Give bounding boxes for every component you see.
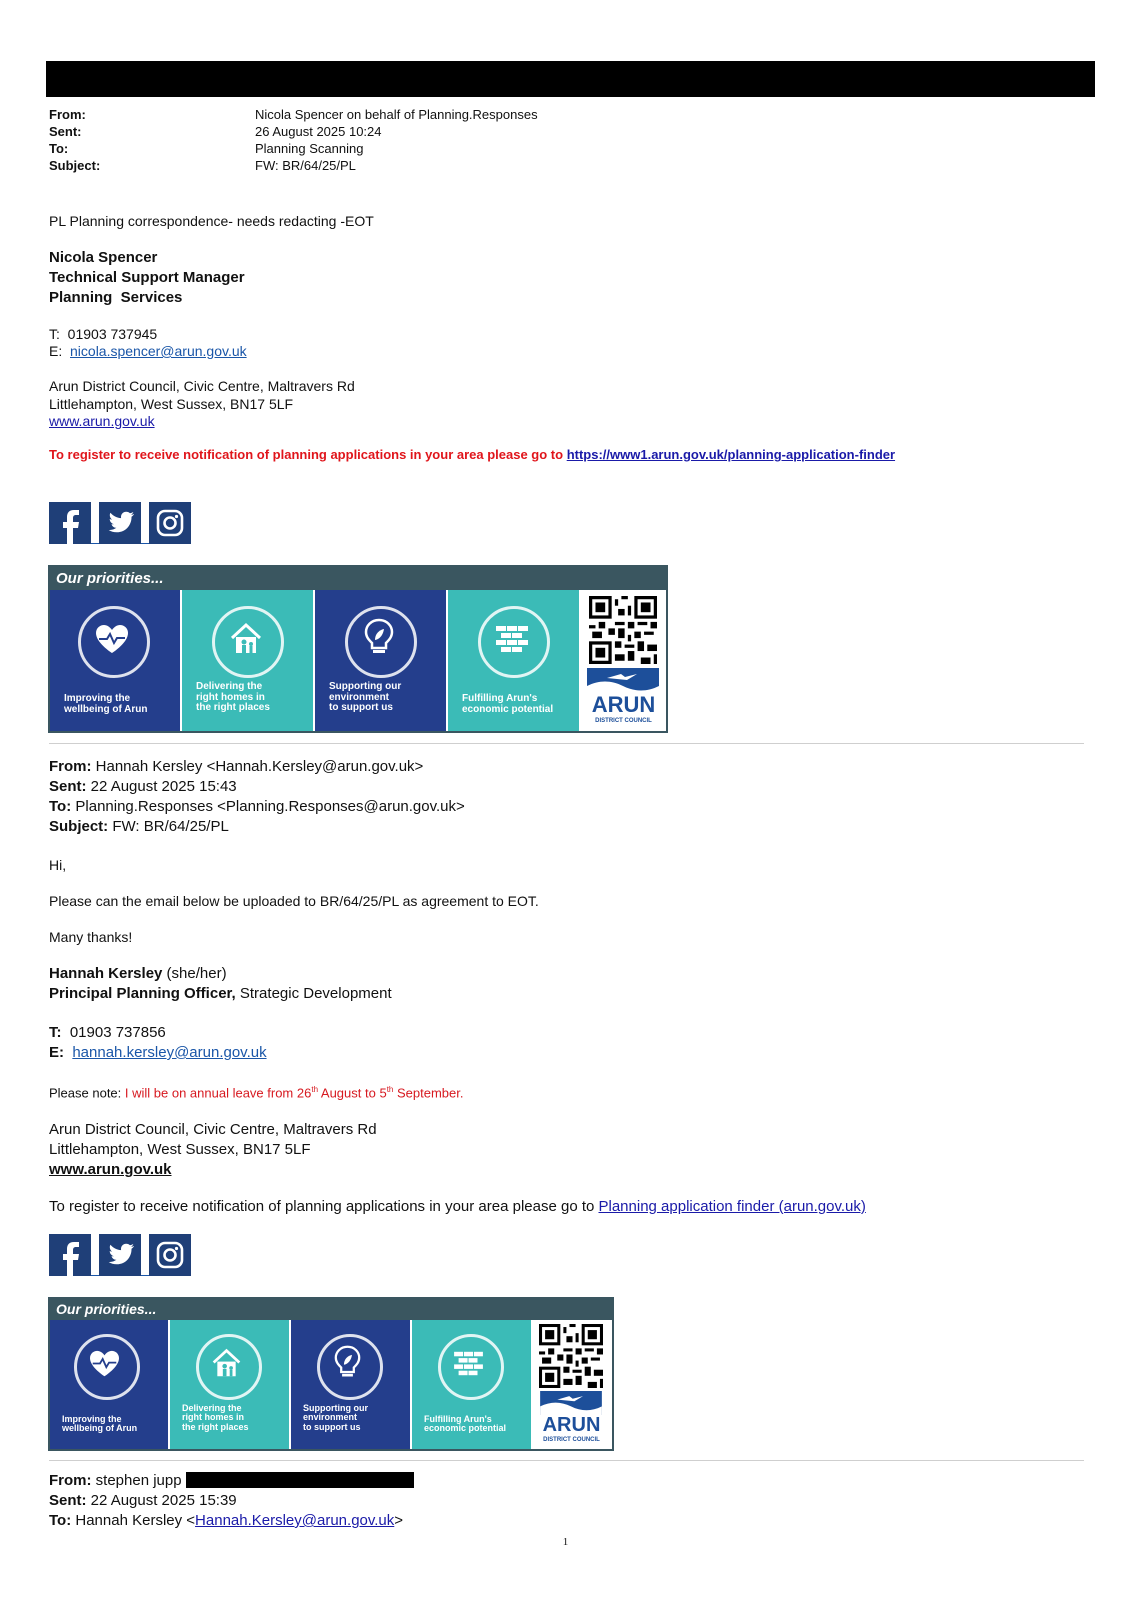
email2-body: Please can the email below be uploaded to BR/64/25/PL as agreement to EOT. <box>49 893 539 909</box>
house-family-icon <box>210 1346 243 1379</box>
priorities-banner-2 <box>48 1297 614 1451</box>
subject-label: Subject: <box>49 818 109 835</box>
email1-register-link[interactable]: https://www1.arun.gov.uk/planning-application-finder <box>566 447 896 462</box>
tile-economy <box>446 590 579 731</box>
tile-caption-line: Supporting our <box>329 681 402 692</box>
email-label: E: <box>49 1044 64 1061</box>
from-value: Hannah Kersley <Hannah.Kersley@arun.gov.uk> <box>91 758 424 775</box>
tile-caption-line: environment <box>329 691 390 703</box>
sig-pronouns: (she/her) <box>162 965 227 982</box>
sent-label: Sent: <box>49 778 87 795</box>
email1-body-line: PL Planning correspondence- needs redacting -EOT <box>49 213 374 229</box>
tile-caption-line: the right places <box>182 1421 249 1432</box>
note-text: I will be on annual leave from 26 <box>124 1085 312 1101</box>
email2-email-row <box>49 1043 267 1062</box>
tile-caption-line: economic potential <box>462 703 554 715</box>
email3-to-link[interactable]: Hannah.Kersley@arun.gov.uk <box>195 1512 395 1529</box>
subject-value: FW: BR/64/25/PL <box>108 818 229 835</box>
brick-wall-icon <box>494 624 530 654</box>
email2-thanks: Many thanks! <box>49 929 133 945</box>
tile-wellbeing <box>50 1320 168 1449</box>
tile-caption-line: Delivering the <box>196 681 263 692</box>
tile-caption-line: right homes in <box>196 691 265 703</box>
tile-homes <box>180 590 313 731</box>
email1-sig-dept: Planning Services <box>49 289 183 306</box>
separator <box>49 743 1084 744</box>
tile-environment <box>313 590 446 731</box>
arun-wave-logo-icon <box>538 1391 604 1415</box>
from-label: From: <box>49 758 92 775</box>
email2-leave-note <box>49 1081 463 1101</box>
sig-name: Hannah Kersley <box>49 965 163 982</box>
email1-phone: T: 01903 737945 <box>49 326 158 342</box>
heart-icon <box>94 623 130 655</box>
sig-title: Principal Planning Officer, <box>49 985 236 1002</box>
tile-caption-line: Improving the <box>62 1414 122 1424</box>
sent-value: 22 August 2025 15:43 <box>86 778 237 795</box>
tile-caption-line: the right places <box>196 702 270 713</box>
tile-caption-line: to support us <box>303 1421 361 1432</box>
phone-label: T: <box>49 1024 62 1041</box>
email1-address-2: Littlehampton, West Sussex, BN17 5LF <box>49 396 294 412</box>
to-value: Hannah Kersley < <box>71 1512 196 1529</box>
note-text: August to 5 <box>318 1085 387 1101</box>
to-label: To: <box>49 1512 72 1529</box>
to-value: Planning.Responses <Planning.Responses@arun.gov.uk> <box>71 798 465 815</box>
email2-website-link[interactable]: www.arun.gov.uk <box>49 1161 172 1178</box>
lightbulb-leaf-icon <box>363 618 395 658</box>
register-text: To register to receive notification of planning applications in your area please go to <box>49 447 567 462</box>
social-icons-1 <box>49 502 191 544</box>
instagram-icon[interactable] <box>149 502 191 544</box>
email1-website-link[interactable]: www.arun.gov.uk <box>49 413 155 429</box>
sent-value: 26 August 2025 10:24 <box>255 124 382 139</box>
tile-caption-line: wellbeing of Arun <box>64 703 148 715</box>
heart-icon <box>88 1349 121 1378</box>
email2-address-1: Arun District Council, Civic Centre, Maltravers Rd <box>49 1121 377 1138</box>
tile-caption-line: wellbeing of Arun <box>62 1423 138 1434</box>
from-label: From: <box>49 107 86 122</box>
banner-title: Our priorities... <box>50 567 666 590</box>
tile-caption-line: Fulfilling Arun's <box>462 693 538 704</box>
tile-caption-line: economic potential <box>424 1423 507 1434</box>
note-sup: th <box>386 1085 394 1094</box>
qr-code-icon <box>589 596 657 664</box>
sent-value: 22 August 2025 15:39 <box>86 1492 237 1509</box>
lightbulb-leaf-icon <box>333 1345 362 1381</box>
from-label: From: <box>49 1472 92 1489</box>
email2-phone-row <box>49 1023 166 1042</box>
to-label: To: <box>49 141 69 156</box>
to-label: To: <box>49 798 72 815</box>
note-text: September. <box>393 1085 464 1101</box>
redaction-bar <box>186 1472 414 1488</box>
arun-logo-text: ARUN <box>542 1414 601 1436</box>
email2-address-2: Littlehampton, West Sussex, BN17 5LF <box>49 1141 311 1158</box>
qr-and-logo <box>531 1320 610 1449</box>
email2-sig-title-row <box>49 984 392 1003</box>
social-icons-2 <box>49 1234 191 1276</box>
email1-email-row <box>49 342 247 360</box>
tile-environment <box>289 1320 410 1449</box>
to-value: Planning Scanning <box>255 141 364 156</box>
email2-register-link[interactable]: Planning application finder (arun.gov.uk) <box>598 1198 866 1215</box>
from-value: Nicola Spencer on behalf of Planning.Responses <box>255 107 538 122</box>
email2-register-row <box>49 1197 866 1216</box>
tile-homes <box>168 1320 289 1449</box>
facebook-icon[interactable] <box>49 1234 91 1276</box>
tile-caption-line: right homes in <box>182 1412 245 1423</box>
email1-email-link[interactable]: nicola.spencer@arun.gov.uk <box>70 343 247 359</box>
sig-dept: Strategic Development <box>235 985 392 1002</box>
email1-sig-title: Technical Support Manager <box>49 269 245 286</box>
tile-caption-line: Supporting our <box>303 1403 368 1413</box>
to-value-end: > <box>394 1512 404 1529</box>
subject-label: Subject: <box>49 158 101 173</box>
subject-value: FW: BR/64/25/PL <box>255 158 356 173</box>
note-label: Please note: <box>49 1085 125 1101</box>
email2-sig-name-row <box>49 964 227 983</box>
arun-logo-sub: DISTRICT COUNCIL <box>595 718 652 724</box>
email1-register-notice <box>49 446 895 464</box>
arun-logo-sub: DISTRICT COUNCIL <box>543 1437 600 1443</box>
tile-caption-line: Fulfilling Arun's <box>424 1414 492 1424</box>
page-number: 1 <box>562 1536 569 1548</box>
arun-logo-text: ARUN <box>591 692 656 717</box>
register-text: To register to receive notification of planning applications in your area please go to <box>49 1198 599 1215</box>
priorities-banner-1 <box>48 565 668 733</box>
email-prefix: E: <box>49 343 71 359</box>
tile-caption-line: Improving the <box>64 693 131 704</box>
sent-label: Sent: <box>49 124 82 139</box>
sent-label: Sent: <box>49 1492 87 1509</box>
email2-greeting: Hi, <box>49 857 67 873</box>
email1-address-1: Arun District Council, Civic Centre, Maltravers Rd <box>49 378 355 394</box>
phone-value: 01903 737856 <box>61 1024 166 1041</box>
tile-caption-line: to support us <box>329 702 393 713</box>
separator <box>49 1460 1084 1461</box>
qr-and-logo <box>579 590 666 731</box>
email2-email-link[interactable]: hannah.kersley@arun.gov.uk <box>72 1044 267 1061</box>
house-family-icon <box>228 620 264 656</box>
brick-wall-icon <box>452 1350 485 1377</box>
email1-sig-name: Nicola Spencer <box>49 249 158 266</box>
note-sup: th <box>311 1085 319 1094</box>
tile-caption-line: environment <box>303 1412 358 1423</box>
from-value: stephen jupp <box>91 1472 186 1489</box>
qr-code-icon <box>539 1324 603 1388</box>
twitter-icon[interactable] <box>99 1234 141 1276</box>
facebook-icon[interactable] <box>49 502 91 544</box>
redaction-bar <box>46 61 1095 97</box>
instagram-icon[interactable] <box>149 1234 191 1276</box>
tile-wellbeing <box>50 590 180 731</box>
tile-caption-line: Delivering the <box>182 1403 242 1413</box>
tile-economy <box>410 1320 531 1449</box>
banner-title: Our priorities... <box>50 1299 612 1320</box>
twitter-icon[interactable] <box>99 502 141 544</box>
